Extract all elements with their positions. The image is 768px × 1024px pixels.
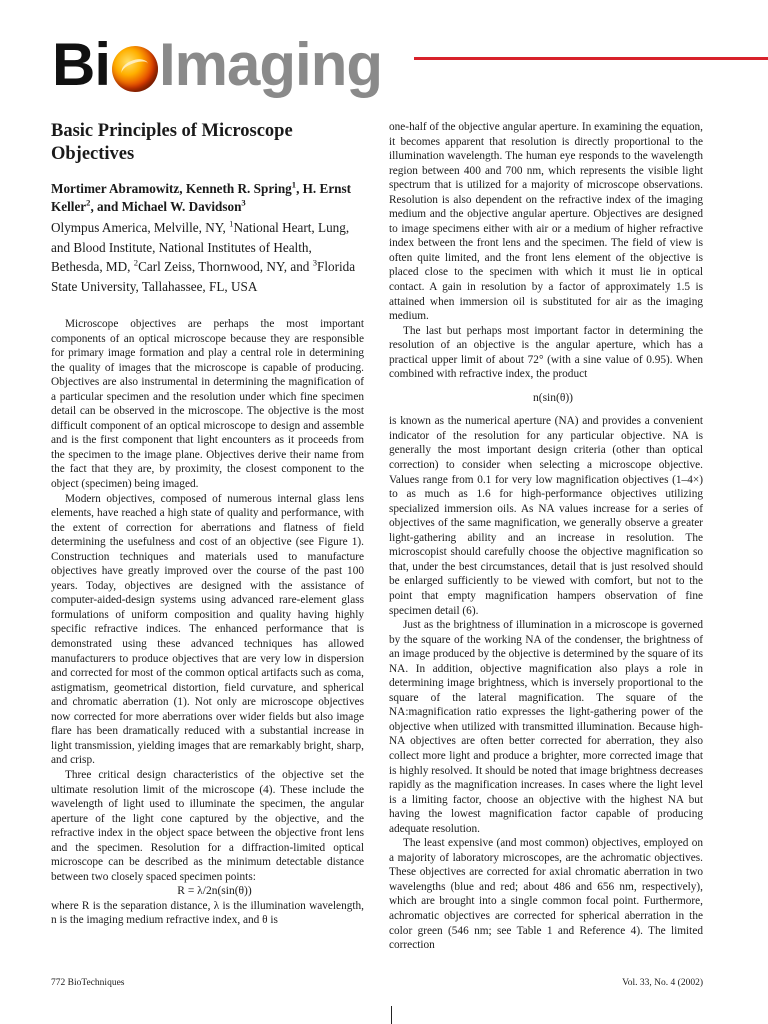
footer-volume: Vol. 33, No. 4 (2002) [622,978,703,988]
body-paragraph: is known as the numerical aperture (NA) and provides a convenient indicator of the resolution for any particular objective. NA is generally the most important design criteria (other than optical correction) to consider when selecting a microscope objective. Values range from 0.1 for very low magnification objectives (1–4×) to as much as 1.6 for high-performance objectives utilizing specialized immersion oils. As NA values increase for a series of objectives of the same magnification, we generally observe a greater light-gathering ability and an increase in resolution. The microscopist should carefully choose the objective magnification so that, under the best circumstances, detail that is just resolved should be enlarged sufficiently to be viewed with comfort, but not to the point that empty magnification hampers observation of fine specimen detail (6). [389,415,703,617]
logo-text-imaging: Imaging [159,31,383,98]
footer-page-journal: 772 BioTechniques [51,978,125,988]
journal-header [52,30,768,100]
body-paragraph: Just as the brightness of illumination in a microscope is governed by the square of the working NA of the condenser, the brightness of an image produced by the objective is determined by the square of its NA. In addition, objective magnification also plays a role in determining image brightness, which is inversely proportional to the square of the lateral magnification. The square of the NA:magnification ratio expresses the light-gathering power of the objective when utilized with transmitted illumination. Because high-NA objectives are often better corrected for aberration, they also collect more light and produce a brighter, more corrected image that is highly resolved. It should be noted that image brightness decreases rapidly as the magnification increases. In cases where the light level is a limiting factor, choose an objective with the highest NA but having the lowest magnification factor capable of producing adequate resolution. [389,619,703,835]
header-rule [414,57,768,60]
logo-text-bi: Bi [52,31,110,98]
body-paragraph: Microscope objectives are perhaps the most important components of an optical microscope because they are responsible for primary image formation and play a central role in determining the quality of images that the microscope is capable of producing. Objectives are also instrumental in determining the magnification of a particular specimen and the resolution under which fine specimen detail can be observed in the microscope. The objective is the most difficult component of an optical microscope to design and assemble and is the first component that light encounters as it proceeds from the specimen to the image plane. Objectives derive their name from the fact that they are, by proximity, the closest component to the object (specimen) being imaged. [51,318,364,491]
numerical-aperture-equation: n(sin(θ)) [533,391,573,404]
body-paragraph: Modern objectives, composed of numerous internal glass lens elements, have reached a high state of quality and performance, with the extent of correction for aberrations and flatness of field determining the usefulness and cost of an objective (see Figure 1). Construction techniques and materials used to manufacture objectives have greatly improved over the course of the past 100 years. Today, objectives are designed with the assistance of computer-aided-design systems using advanced rare-element glass formulations of uniform composition and quality having highly specific refractive indices. The enhanced performance that is demonstrated using these advanced techniques has allowed manufacturers to produce objectives that are very low in dispersion and corrected for most of the common optical artifacts such as coma, astigmatism, geometrical distortion, field curvature, and spherical and chromatic aberration (1). Not only are microscope objectives now corrected for more aberrations over wider fields but also image flare has been dramatically reduced with a substantial increase in light transmission, yielding images that are remarkably bright, sharp, and crisp. [51,492,364,767]
journal-logo [52,30,382,100]
page-edge-mark [391,1006,392,1024]
left-column [51,120,364,928]
resolution-equation: R = λ/2n(sin(θ)) [177,885,252,898]
right-column [389,120,703,953]
body-paragraph: Three critical design characteristics of the objective set the ultimate resolution limit of the microscope (4). These include the wavelength of light used to illuminate the specimen, the angular aperture of the light cone captured by the objective, and the refractive index in the object space between the objective front lens and the specimen. Resolution for a diffraction-limited optical microscope can be described as the minimum detectable distance between two closely spaced specimen points: [51,768,364,883]
article-title: Basic Principles of Microscope Objectives [51,121,293,164]
logo-specimen-icon [112,46,158,92]
body-paragraph: The last but perhaps most important factor in determining the resolution of an objective is the angular aperture, which has a practical upper limit of about 72° (with a sine value of 0.95). When combined with refractive index, the product [389,324,703,381]
body-paragraph: where R is the separation distance, λ is the illumination wavelength, n is the imaging medium refractive index, and θ is [51,899,364,927]
body-paragraph: The least expensive (and most common) objectives, employed on a majority of laboratory microscopes, are the achromatic objectives. These objectives are corrected for axial chromatic aberration in two wavelengths (blue and red; about 486 and 656 nm, respectively), which are brought into a single common focal point. Furthermore, achromatic objectives are corrected for spherical aberration in the color green (546 nm; see Table 1 and Reference 4). The limited correction [389,837,703,952]
article-authors: Mortimer Abramowitz, Kenneth R. Spring$^1$, H. Ernst Keller$^2$, and Michael W. Davidson$^3$ [51,179,352,214]
article-affiliations: Olympus America, Melville, NY, $^1$National Heart, Lung, and Blood Institute, National Institutes of Health, Bethesda, MD, $^2$Carl Zeiss, Thornwood, NY, and $^3$Florida State University, Tallahassee, FL, USA [51,218,356,294]
body-paragraph: one-half of the objective angular aperture. In examining the equation, it becomes apparent that resolution is directly proportional to the illumination wavelength. The human eye responds to the wavelength region between 400 and 700 nm, which represents the visible light spectrum that is utilized for a majority of microscope observations. Resolution is also dependent on the refractive index of the imaging medium and the objective angular aperture. Objectives are designed to image specimens either with air or a medium of higher refractive index between the front lens and the specimen. The field of view is often quite limited, and the front lens element of the objective is placed close to the specimen with which it must lie in optical contact. A gain in resolution by a factor of approximately 1.5 is attained when immersion oil is substituted for air as the imaging medium. [389,121,703,323]
